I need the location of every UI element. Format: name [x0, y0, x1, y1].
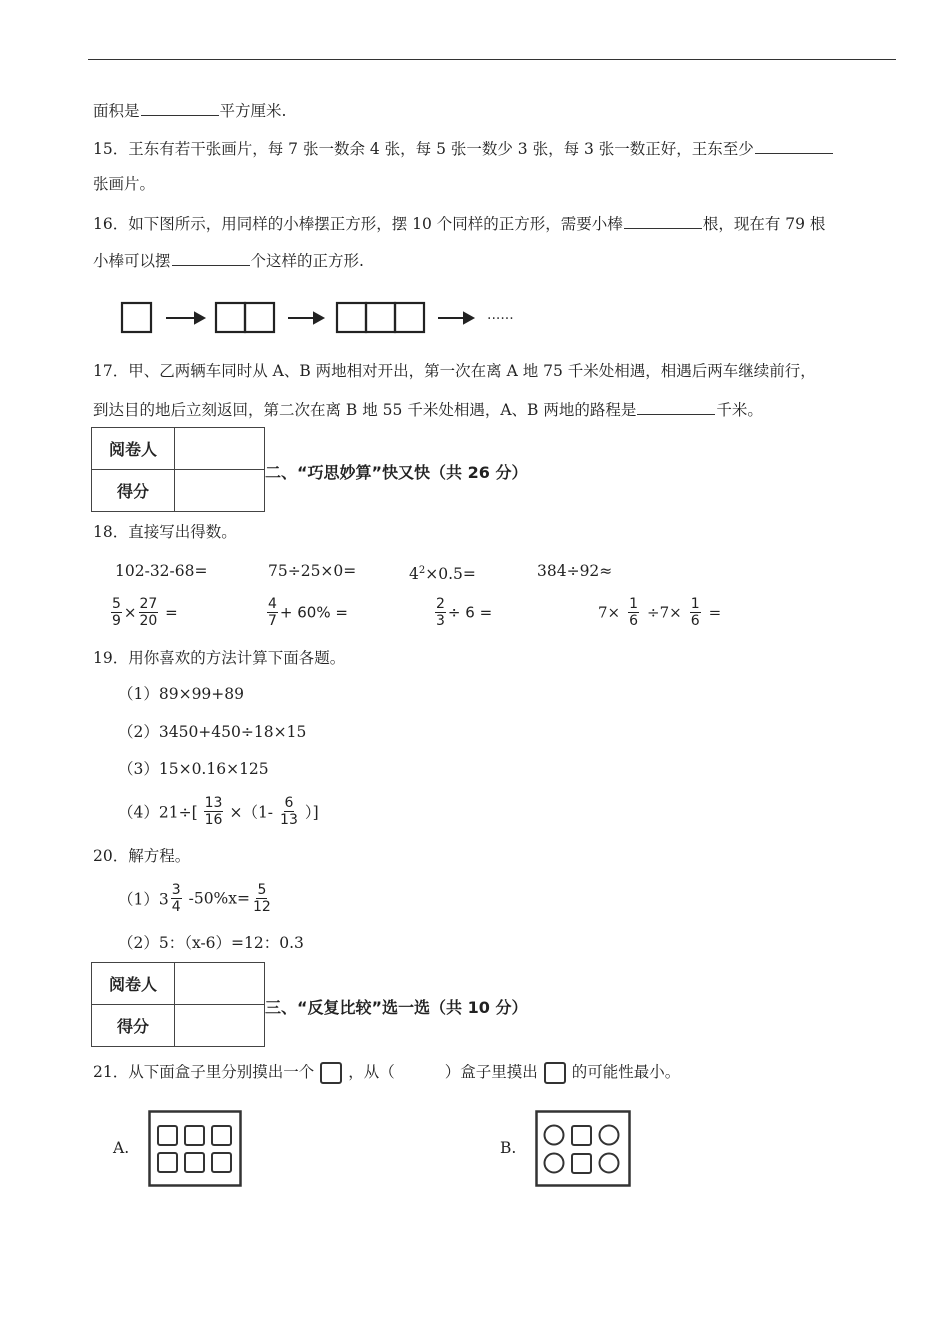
- q14-blank: [141, 99, 219, 116]
- q16-text-a: 16．如下图所示，用同样的小棒摆正方形，摆 10 个同样的正方形，需要小棒: [93, 215, 623, 233]
- q16-line2: [93, 249, 364, 271]
- score-table-section3: [91, 962, 265, 1047]
- circle-icon: [545, 1126, 564, 1145]
- q15-blank: [755, 137, 833, 154]
- q18-calc-5: $\frac{5}{9}$ × $\frac{27}{20}$ =: [112, 596, 178, 629]
- q20-title: 20．解方程。: [93, 847, 191, 865]
- arrow-right-icon: [314, 313, 323, 323]
- q15-line2: 张画片。: [93, 175, 156, 193]
- pattern-one-square: [122, 303, 151, 332]
- fraction: $\frac{4}{7}$: [268, 596, 277, 629]
- square-icon: [572, 1126, 591, 1145]
- q18-calc-8: 7× $\frac{1}{6}$ ÷7× $\frac{1}{6}$ =: [598, 596, 722, 629]
- q18-title: 18．直接写出得数。: [93, 523, 237, 541]
- q20-item-1: （1）3 $\frac{3}{4}$ -50%x= $\frac{5}{12}$: [118, 882, 271, 915]
- header-rule: [88, 59, 896, 60]
- box-b-circles-and-squares: [535, 1110, 633, 1188]
- square-icon: [320, 1062, 342, 1084]
- section3-title: 三、“反复比较”选一选（共 10 分）: [265, 998, 528, 1017]
- q21-question: [93, 1061, 680, 1084]
- q19-item-2: （2）3450+450÷18×15: [118, 723, 307, 741]
- q15-text: 15．王东有若干张画片，每 7 张一数余 4 张，每 5 张一数少 3 张，每 3 张一数正好，王东至少: [93, 140, 754, 158]
- square-icon: [572, 1154, 591, 1173]
- q21-text-c: ）盒子里摸出: [444, 1063, 538, 1081]
- q21-text-b: ，从（: [348, 1063, 395, 1081]
- score-label: 得分: [92, 1005, 175, 1047]
- reviewer-cell: [175, 963, 265, 1005]
- square-icon: [158, 1153, 177, 1172]
- q18-calc-6: $\frac{4}{7}$ + 60% =: [268, 596, 348, 629]
- circle-icon: [600, 1154, 619, 1173]
- pattern-three-squares-a: [337, 303, 366, 332]
- fraction: $\frac{5}{12}$: [253, 882, 271, 915]
- fraction: $\frac{13}{16}$: [204, 795, 223, 828]
- q16-text-c: 小棒可以摆: [93, 252, 171, 270]
- q17-blank: [637, 398, 715, 415]
- q21-text-a: 21．从下面盒子里分别摸出一个: [93, 1063, 315, 1081]
- arrow-right-icon: [464, 313, 473, 323]
- arrow-right-icon: [195, 313, 204, 323]
- q21-text-d: 的可能性最小。: [571, 1063, 681, 1081]
- q17-line2: [93, 398, 763, 420]
- pattern-ellipsis: ······: [487, 311, 514, 327]
- q19-item-1: （1）89×99+89: [118, 685, 245, 703]
- q18-calc-3: [409, 561, 476, 584]
- fraction: $\frac{1}{6}$: [629, 596, 639, 629]
- option-a-label: A.: [113, 1139, 130, 1157]
- score-cell: [175, 1005, 265, 1047]
- q16-blank2: [172, 249, 250, 266]
- reviewer-cell: [175, 428, 265, 470]
- fraction: $\frac{6}{13}$: [280, 795, 298, 828]
- q16-text-d: 个这样的正方形.: [250, 252, 364, 270]
- power-base: 4: [409, 565, 419, 584]
- q16-line1: [93, 212, 825, 234]
- q14-tail: [93, 99, 286, 121]
- score-cell: [175, 470, 265, 512]
- q14-text-after: 平方厘米.: [219, 102, 287, 120]
- q18-calc-1: 102-32-68=: [115, 562, 208, 580]
- fraction: $\frac{2}{3}$: [436, 596, 445, 629]
- q18-calc-7: $\frac{2}{3}$ ÷ 6 =: [436, 596, 493, 629]
- fraction: $\frac{1}{6}$: [690, 596, 700, 629]
- square-icon: [544, 1062, 566, 1084]
- square-icon: [158, 1126, 177, 1145]
- reviewer-label: 阅卷人: [92, 428, 175, 470]
- q19-item-4: （4）21÷[ $\frac{13}{16}$ ×（1- $\frac{6}{13}$ ）]: [118, 795, 319, 828]
- fraction: $\frac{3}{4}$: [171, 882, 181, 915]
- q17-text-b: 千米。: [716, 401, 763, 419]
- square-icon: [212, 1126, 231, 1145]
- option-b-label: B.: [500, 1139, 517, 1157]
- power-exponent: 2: [418, 565, 426, 576]
- circle-icon: [545, 1154, 564, 1173]
- q19-item-3: （3）15×0.16×125: [118, 760, 269, 778]
- pattern-three-squares-b: [366, 303, 395, 332]
- pattern-two-squares-a: [216, 303, 245, 332]
- q16-blank1: [624, 212, 702, 229]
- circle-icon: [600, 1126, 619, 1145]
- pattern-two-squares-b: [245, 303, 274, 332]
- q15-line1: [93, 137, 834, 159]
- q17-line1: 17．甲、乙两辆车同时从 A、B 两地相对开出，第一次在离 A 地 75 千米处相遇，相遇后两车继续前行，: [93, 362, 816, 380]
- section2-title: 二、“巧思妙算”快又快（共 26 分）: [265, 463, 528, 482]
- q20-item-2: （2）5：（x-6）=12：0.3: [118, 934, 304, 952]
- q19-title: 19．用你喜欢的方法计算下面各题。: [93, 649, 346, 667]
- pattern-three-squares-c: [395, 303, 424, 332]
- square-icon: [185, 1126, 204, 1145]
- power-rest: ×0.5=: [425, 565, 476, 584]
- reviewer-label: 阅卷人: [92, 963, 175, 1005]
- score-label: 得分: [92, 470, 175, 512]
- fraction: $\frac{27}{20}$: [139, 596, 158, 629]
- box-a-all-squares: [148, 1110, 244, 1188]
- q16-text-b: 根，现在有 79 根: [702, 215, 826, 233]
- q14-text-before: 面积是: [93, 102, 140, 120]
- q16-square-pattern-figure: [115, 298, 545, 338]
- q18-calc-2: 75÷25×0=: [268, 562, 357, 580]
- square-icon: [185, 1153, 204, 1172]
- q17-text-a: 到达目的地后立刻返回，第二次在离 B 地 55 千米处相遇，A、B 两地的路程是: [93, 401, 637, 419]
- fraction: $\frac{5}{9}$: [112, 596, 121, 629]
- q18-calc-4: 384÷92≈: [537, 562, 613, 580]
- q21-blank: [396, 1061, 444, 1077]
- score-table-section2: [91, 427, 265, 512]
- square-icon: [212, 1153, 231, 1172]
